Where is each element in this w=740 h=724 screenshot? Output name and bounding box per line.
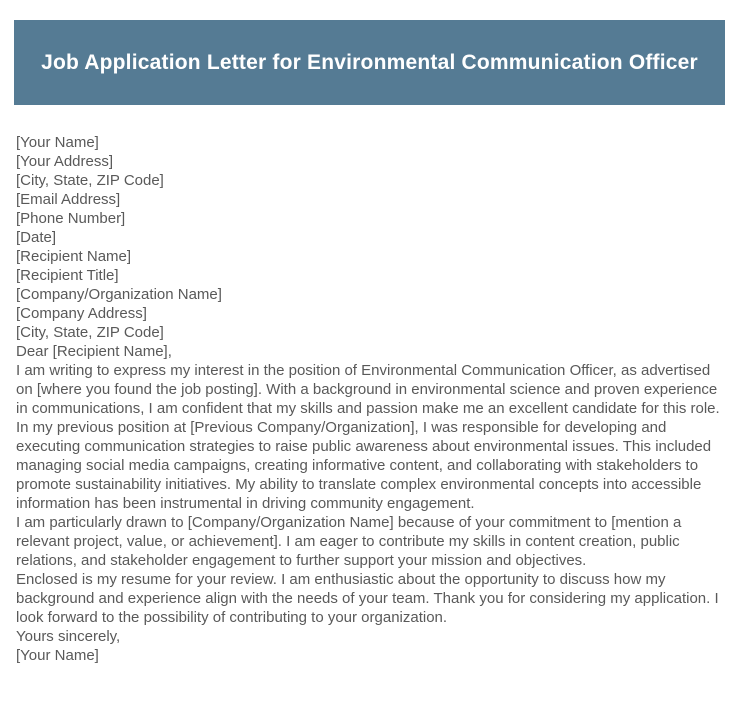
document-title: Job Application Letter for Environmental Communication Officer bbox=[41, 50, 698, 74]
letter-paragraph-closing: Enclosed is my resume for your review. I am enthusiastic about the opportunity to discuss how my background and experience align with the needs of your team. Thank you for considering my application. I look forward to the possibility of contributing to your organization. bbox=[16, 571, 719, 626]
sender-email-line: [Email Address] bbox=[16, 191, 121, 208]
sender-city-line: [City, State, ZIP Code] bbox=[16, 172, 164, 189]
letter-paragraph-experience: In my previous position at [Previous Company/Organization], I was responsible for developing and executing communication strategies to raise public awareness about environmental issues. This included managing social media campaigns, creating informative content, and collaborating with stakeholders to promote sustainability initiatives. My ability to translate complex environmental concepts into accessible information has been instrumental in driving community engagement. bbox=[16, 419, 712, 512]
signature-line: [Your Name] bbox=[16, 647, 99, 664]
sender-name-line: [Your Name] bbox=[16, 134, 99, 151]
company-name-line: [Company/Organization Name] bbox=[16, 286, 222, 303]
sender-phone-line: [Phone Number] bbox=[16, 210, 126, 227]
company-city-line: [City, State, ZIP Code] bbox=[16, 324, 164, 341]
sender-address-line: [Your Address] bbox=[16, 153, 114, 170]
company-address-line: [Company Address] bbox=[16, 305, 147, 322]
letter-paragraph-motivation: I am particularly drawn to [Company/Organization Name] because of your commitment to [mention a relevant project, value, or achievement]. I am eager to contribute my skills in content creation, public relations, and stakeholder engagement to further support your mission and objectives. bbox=[16, 514, 682, 569]
salutation-line: Dear [Recipient Name], bbox=[16, 343, 172, 360]
document-header-banner bbox=[14, 20, 725, 105]
date-line: [Date] bbox=[16, 229, 57, 246]
recipient-name-line: [Recipient Name] bbox=[16, 248, 132, 265]
closing-line: Yours sincerely, bbox=[16, 628, 121, 645]
letter-body bbox=[0, 105, 740, 665]
letter-paragraph-intro: I am writing to express my interest in the position of Environmental Communication Officer, as advertised on [where you found the job posting]. With a background in environmental science and proven experience in communications, I am confident that my skills and passion make me an excellent candidate for this role. bbox=[16, 362, 720, 417]
recipient-title-line: [Recipient Title] bbox=[16, 267, 119, 284]
